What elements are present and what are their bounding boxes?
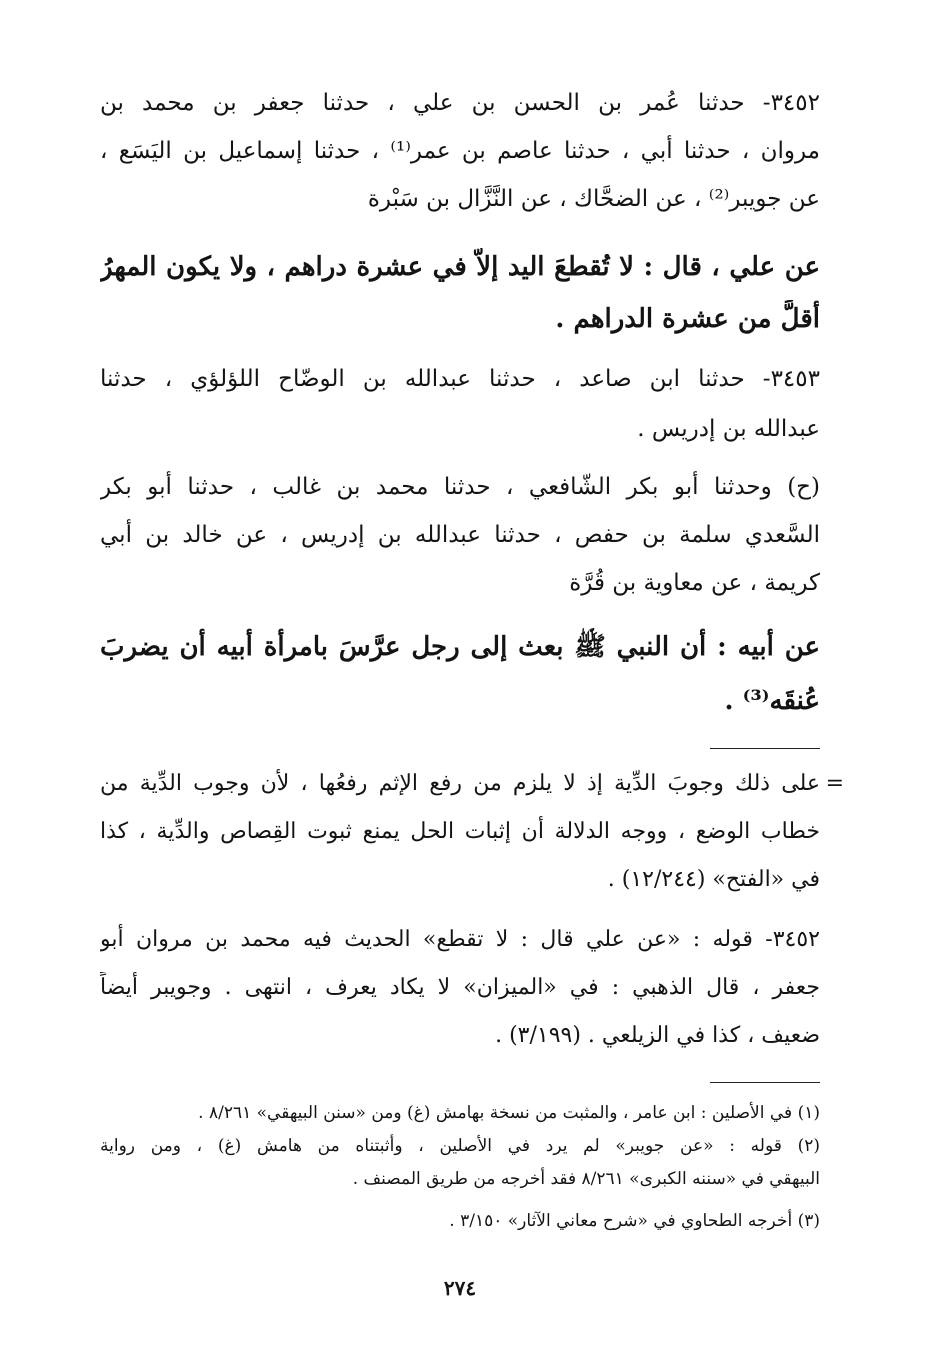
- footnote-2-line-2: البيهقي في «سننه الكبرى» ٨/٢٦١ فقد أخرجه من طريق المصنف .: [352, 1169, 820, 1189]
- hadith-3452-chain-line-3: عن جويبر⁽²⁾ ، عن الضحَّاك ، عن النَّزَّال بن سَبْرة: [367, 186, 820, 212]
- hadith-3452-text-line-2: أقلَّ من عشرة الدراهم .: [555, 304, 820, 334]
- commentary-note-3452-line-3: ضعيف ، كذا في الزيلعي . (٣/١٩٩) .: [495, 1023, 820, 1048]
- hadith-3453-chain-line-1: ٣٤٥٣- حدثنا ابن صاعد ، حدثنا عبدالله بن الوضّاح اللؤلؤي ، حدثنا: [100, 366, 820, 392]
- hadith-3453-text-line-1: عن أبيه : أن النبي ﷺ بعث إلى رجل عرَّسَ بامرأة أبيه أن يضربَ: [100, 632, 820, 662]
- hadith-3453-chain-line-2: عبدالله بن إدريس .: [637, 416, 820, 442]
- hadith-3453-chain2-line-3: كريمة ، عن معاوية بن قُرَّة: [569, 570, 820, 596]
- hadith-3453-text-line-2: عُنقَه⁽³⁾ .: [724, 686, 820, 716]
- commentary-note-3452-line-2: جعفر ، قال الذهبي : في «الميزان» لا يكاد يعرف ، انتهى . وجويبر أيضاً: [100, 975, 820, 1000]
- commentary-line-2: خطاب الوضع ، ووجه الدلالة أن إثبات الحل يمنع ثبوت القِصاص والدِّية ، كذا: [100, 819, 820, 844]
- hadith-3453-chain2-line-1: (ح) وحدثنا أبو بكر الشّافعي ، حدثنا محمد بن غالب ، حدثنا أبو بكر: [100, 474, 820, 500]
- book-page: [100, 0, 844, 1367]
- continuation-mark: =: [825, 771, 844, 796]
- hadith-3452-text-line-1: عن علي ، قال : لا تُقطعَ اليد إلاّ في عشرة دراهم ، ولا يكون المهرُ: [100, 252, 820, 282]
- hadith-3453-chain2-line-2: السَّعدي سلمة بن حفص ، حدثنا عبدالله بن إدريس ، عن خالد بن أبي: [100, 522, 820, 548]
- commentary-line-1: على ذلك وجوبَ الدِّية إذ لا يلزم من رفع الإثم رفعُها ، لأن وجوب الدِّية من: [100, 771, 820, 796]
- commentary-line-3: في «الفتح» (١٢/٢٤٤) .: [607, 867, 820, 892]
- footnote-2-line-1: (٢) قوله : «عن جويبر» لم يرد في الأصلين ، وأثبتناه من هامش (غ) ، ومن رواية: [100, 1136, 820, 1156]
- page-number: ٢٧٤: [443, 1276, 477, 1300]
- hadith-3452-chain-line-2: مروان ، حدثنا أبي ، حدثنا عاصم بن عمر⁽¹⁾ ، حدثنا إسماعيل بن اليَسَع ،: [100, 138, 820, 164]
- footnote-1: (١) في الأصلين : ابن عامر ، والمثبت من نسخة بهامش (غ) ومن «سنن البيهقي» ٨/٢٦١ .: [198, 1103, 820, 1123]
- footnote-separator: [710, 1082, 820, 1083]
- commentary-note-3452-line-1: ٣٤٥٢- قوله : «عن علي قال : لا تقطع» الحديث فيه محمد بن مروان أبو: [100, 927, 820, 952]
- commentary-separator: [710, 748, 820, 749]
- footnote-3: (٣) أخرجه الطحاوي في «شرح معاني الآثار» ٣/١٥٠ .: [449, 1211, 820, 1231]
- hadith-3452-chain-line-1: ٣٤٥٢- حدثنا عُمر بن الحسن بن علي ، حدثنا جعفر بن محمد بن: [100, 90, 820, 116]
